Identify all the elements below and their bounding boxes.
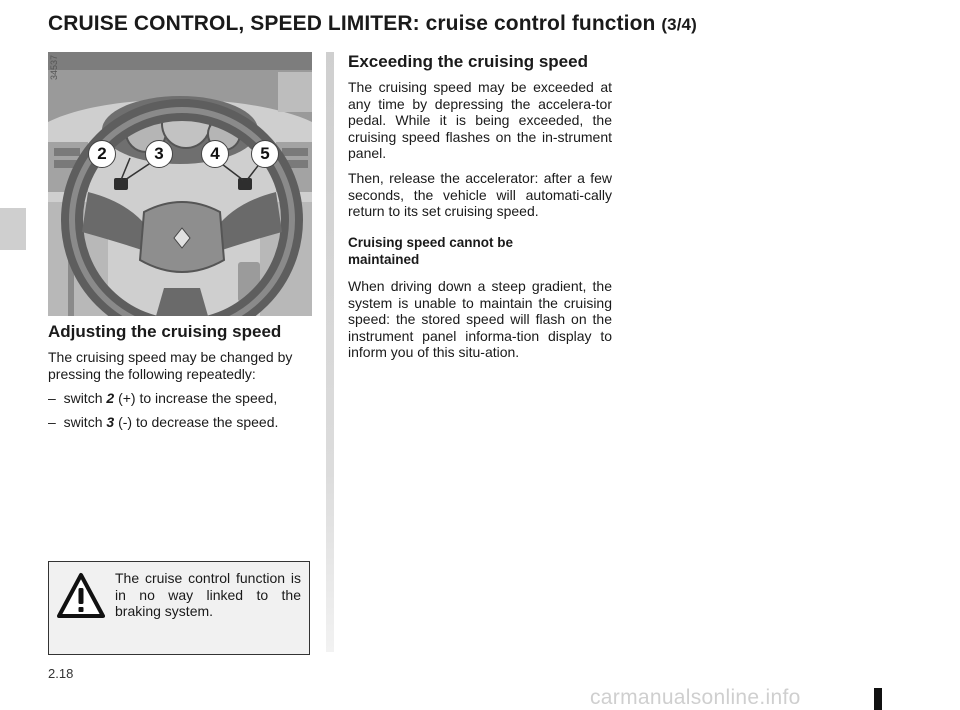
- steering-wheel-illustration: [48, 52, 312, 316]
- bullet-pre: switch: [63, 414, 103, 430]
- warning-triangle-icon: [57, 572, 105, 620]
- watermark: carmanualsonline.info: [590, 686, 801, 709]
- bullet-increase: [48, 390, 277, 407]
- figure-code: 34537: [49, 55, 59, 81]
- corner-mark: [874, 688, 882, 710]
- page-title: [48, 12, 697, 36]
- chapter-tab: [0, 208, 26, 250]
- exceeding-paragraph-1: The cruising speed may be exceeded at any time by depressing the accelera-tor pedal. While it is being exceeded, the cruising speed flashes on the in-strument panel.: [348, 79, 612, 161]
- title-part: (3/4): [661, 15, 697, 34]
- bullet-decrease: [48, 414, 278, 431]
- cannot-maintain-subheading: Cruising speed cannot be maintained: [348, 235, 514, 267]
- adjusting-intro: The cruising speed may be changed by pressing the following repeatedly:: [48, 349, 293, 382]
- warning-box: [48, 561, 310, 655]
- bullet-pre: switch: [63, 390, 103, 406]
- callout-5: 5: [251, 140, 279, 168]
- exceeding-paragraph-2: Then, release the accelerator: after a few seconds, the vehicle will automati-cally return to its set cruising speed.: [348, 170, 612, 219]
- callout-4: 4: [201, 140, 229, 168]
- bullet-dash: –: [48, 414, 56, 430]
- adjusting-heading: Adjusting the cruising speed: [48, 322, 282, 341]
- warning-text: The cruise control function is in no way linked to the braking system.: [115, 570, 301, 619]
- column-divider: [326, 52, 334, 652]
- page-number: 2.18: [48, 666, 74, 681]
- steering-wheel-figure: [48, 52, 312, 316]
- bullet-post: (+) to increase the speed,: [118, 390, 278, 406]
- exceeding-heading: Exceeding the cruising speed: [348, 52, 588, 71]
- bullet-post: (-) to decrease the speed.: [118, 414, 279, 430]
- switch-number: 2: [106, 390, 115, 406]
- switch-number: 3: [106, 414, 115, 430]
- callout-2: 2: [88, 140, 116, 168]
- callout-3: 3: [145, 140, 173, 168]
- title-text: CRUISE CONTROL, SPEED LIMITER: cruise control function: [48, 12, 656, 35]
- bullet-dash: –: [48, 390, 56, 406]
- cannot-maintain-paragraph: When driving down a steep gradient, the system is unable to maintain the cruising speed: the stored speed will flash on the instrument panel informa-tion display to inform you of this situ-ation.: [348, 278, 612, 360]
